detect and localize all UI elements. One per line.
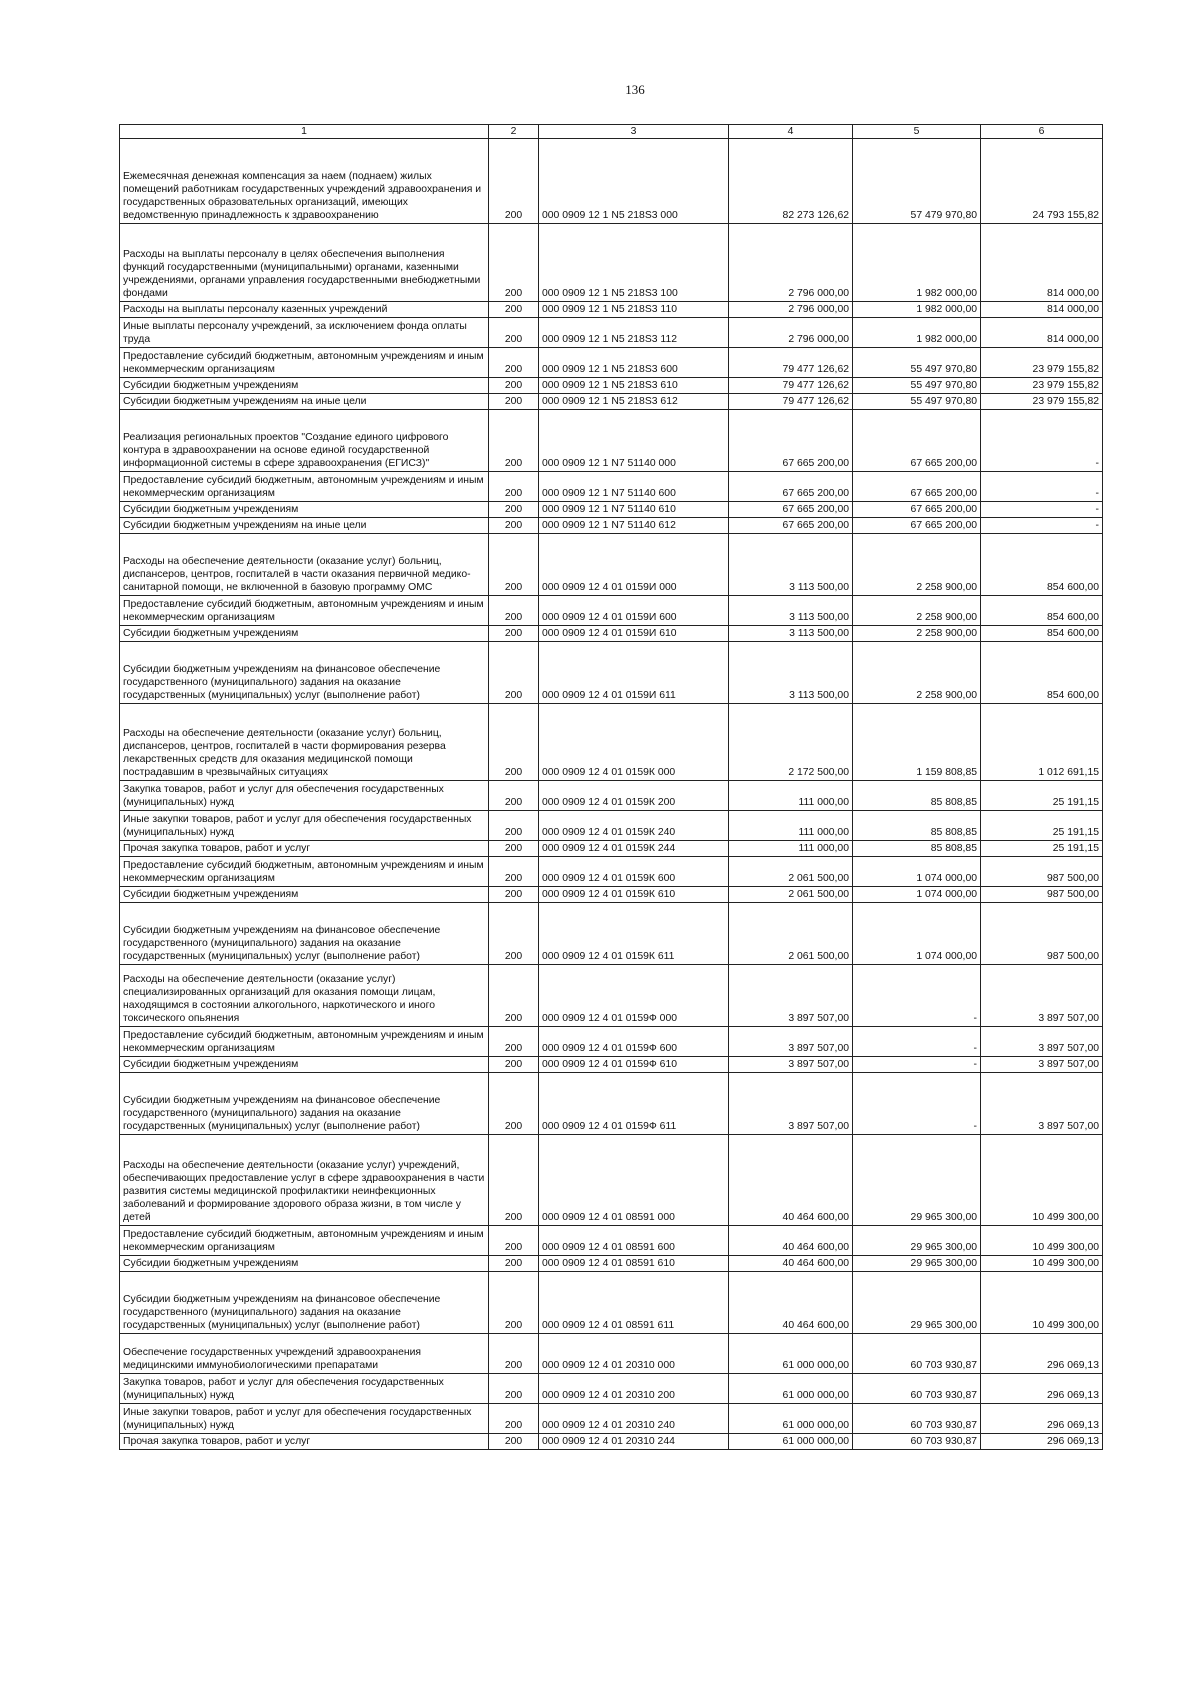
expense-name: Обеспечение государственных учреждений здравоохранения медицинскими иммунобиологическими препаратами <box>120 1334 489 1374</box>
expense-name: Прочая закупка товаров, работ и услуг <box>120 1434 489 1450</box>
amount-col5: - <box>853 1057 981 1073</box>
amount-col5: 55 497 970,80 <box>853 348 981 378</box>
budget-code: 000 0909 12 1 N5 218S3 610 <box>539 378 729 394</box>
amount-col5: 67 665 200,00 <box>853 410 981 472</box>
expense-name: Субсидии бюджетным учреждениям <box>120 887 489 903</box>
table-row <box>120 1404 1103 1434</box>
table-row <box>120 1374 1103 1404</box>
amount-col6: 296 069,13 <box>981 1334 1103 1374</box>
budget-code: 000 0909 12 1 N7 51140 610 <box>539 502 729 518</box>
amount-col6: 296 069,13 <box>981 1374 1103 1404</box>
amount-col6: 10 499 300,00 <box>981 1256 1103 1272</box>
admin-code: 200 <box>489 534 539 596</box>
budget-code: 000 0909 12 1 N5 218S3 112 <box>539 318 729 348</box>
admin-code: 200 <box>489 1256 539 1272</box>
amount-col6: - <box>981 518 1103 534</box>
column-header: 1 <box>120 125 489 139</box>
amount-col6: - <box>981 410 1103 472</box>
budget-code: 000 0909 12 4 01 0159К 200 <box>539 781 729 811</box>
budget-code: 000 0909 12 4 01 08591 000 <box>539 1135 729 1226</box>
table-row <box>120 841 1103 857</box>
budget-code: 000 0909 12 4 01 08591 611 <box>539 1272 729 1334</box>
table-row <box>120 378 1103 394</box>
admin-code: 200 <box>489 626 539 642</box>
amount-col4: 79 477 126,62 <box>729 348 853 378</box>
amount-col4: 2 061 500,00 <box>729 887 853 903</box>
amount-col5: 2 258 900,00 <box>853 596 981 626</box>
admin-code: 200 <box>489 781 539 811</box>
admin-code: 200 <box>489 224 539 302</box>
amount-col5: 55 497 970,80 <box>853 394 981 410</box>
admin-code: 200 <box>489 596 539 626</box>
budget-code: 000 0909 12 4 01 0159К 610 <box>539 887 729 903</box>
budget-code: 000 0909 12 1 N5 218S3 000 <box>539 139 729 224</box>
expense-name: Субсидии бюджетным учреждениям на иные цели <box>120 518 489 534</box>
admin-code: 200 <box>489 302 539 318</box>
admin-code: 200 <box>489 1057 539 1073</box>
amount-col5: 67 665 200,00 <box>853 472 981 502</box>
expense-name: Предоставление субсидий бюджетным, автономным учреждениям и иным некоммерческим организациям <box>120 472 489 502</box>
expense-name: Расходы на обеспечение деятельности (оказание услуг) больниц, диспансеров, центров, госпиталей в части формирования резерва лекарственных средств для оказания медицинской помощи пострадавшим в чрезвычайных ситуациях <box>120 704 489 781</box>
amount-col6: 296 069,13 <box>981 1434 1103 1450</box>
amount-col4: 3 113 500,00 <box>729 642 853 704</box>
table-row <box>120 1073 1103 1135</box>
amount-col6: 24 793 155,82 <box>981 139 1103 224</box>
budget-code: 000 0909 12 4 01 0159К 600 <box>539 857 729 887</box>
amount-col4: 2 061 500,00 <box>729 903 853 965</box>
amount-col4: 40 464 600,00 <box>729 1256 853 1272</box>
budget-code: 000 0909 12 4 01 0159Ф 610 <box>539 1057 729 1073</box>
expense-name: Предоставление субсидий бюджетным, автономным учреждениям и иным некоммерческим организациям <box>120 1027 489 1057</box>
amount-col5: 2 258 900,00 <box>853 626 981 642</box>
budget-code: 000 0909 12 4 01 0159Ф 611 <box>539 1073 729 1135</box>
amount-col6: - <box>981 472 1103 502</box>
amount-col5: 60 703 930,87 <box>853 1334 981 1374</box>
table-row <box>120 1135 1103 1226</box>
budget-code: 000 0909 12 1 N7 51140 600 <box>539 472 729 502</box>
table-row <box>120 965 1103 1027</box>
expense-name: Ежемесячная денежная компенсация за наем (поднаем) жилых помещений работникам государственных учреждений здравоохранения и государственных образовательных организаций, имеющих ведомственную принадлежность к здравоохранению <box>120 139 489 224</box>
amount-col4: 3 897 507,00 <box>729 1073 853 1135</box>
table-row <box>120 472 1103 502</box>
table-header-row <box>120 125 1103 139</box>
amount-col4: 2 796 000,00 <box>729 302 853 318</box>
amount-col6: 814 000,00 <box>981 318 1103 348</box>
expense-name: Субсидии бюджетным учреждениям <box>120 1256 489 1272</box>
amount-col4: 79 477 126,62 <box>729 394 853 410</box>
table-row <box>120 903 1103 965</box>
expense-name: Предоставление субсидий бюджетным, автономным учреждениям и иным некоммерческим организациям <box>120 1226 489 1256</box>
budget-code: 000 0909 12 4 01 0159И 600 <box>539 596 729 626</box>
admin-code: 200 <box>489 1374 539 1404</box>
amount-col5: - <box>853 965 981 1027</box>
amount-col5: 55 497 970,80 <box>853 378 981 394</box>
admin-code: 200 <box>489 472 539 502</box>
table-row <box>120 1027 1103 1057</box>
admin-code: 200 <box>489 1404 539 1434</box>
amount-col5: 29 965 300,00 <box>853 1256 981 1272</box>
amount-col5: 67 665 200,00 <box>853 502 981 518</box>
amount-col4: 111 000,00 <box>729 811 853 841</box>
amount-col6: 296 069,13 <box>981 1404 1103 1434</box>
column-header: 2 <box>489 125 539 139</box>
table-row <box>120 781 1103 811</box>
table-row <box>120 1226 1103 1256</box>
table-row <box>120 1057 1103 1073</box>
amount-col4: 111 000,00 <box>729 841 853 857</box>
amount-col5: 2 258 900,00 <box>853 642 981 704</box>
budget-code: 000 0909 12 4 01 0159И 611 <box>539 642 729 704</box>
table-row <box>120 887 1103 903</box>
table-row <box>120 1256 1103 1272</box>
table-row <box>120 642 1103 704</box>
amount-col5: 60 703 930,87 <box>853 1434 981 1450</box>
amount-col5: 2 258 900,00 <box>853 534 981 596</box>
amount-col4: 40 464 600,00 <box>729 1226 853 1256</box>
expense-name: Иные закупки товаров, работ и услуг для обеспечения государственных (муниципальных) нужд <box>120 811 489 841</box>
page-number: 136 <box>625 82 645 97</box>
table-row <box>120 1334 1103 1374</box>
amount-col5: 29 965 300,00 <box>853 1135 981 1226</box>
admin-code: 200 <box>489 1073 539 1135</box>
admin-code: 200 <box>489 903 539 965</box>
amount-col6: 25 191,15 <box>981 781 1103 811</box>
expense-name: Субсидии бюджетным учреждениям на иные цели <box>120 394 489 410</box>
amount-col4: 2 061 500,00 <box>729 857 853 887</box>
budget-code: 000 0909 12 4 01 0159И 000 <box>539 534 729 596</box>
expense-name: Прочая закупка товаров, работ и услуг <box>120 841 489 857</box>
admin-code: 200 <box>489 857 539 887</box>
amount-col6: 987 500,00 <box>981 857 1103 887</box>
expense-name: Расходы на обеспечение деятельности (оказание услуг) специализированных организаций для оказания помощи лицам, находящимся в состоянии алкогольного, наркотического и иного токсического опьянения <box>120 965 489 1027</box>
table-row <box>120 596 1103 626</box>
column-header: 5 <box>853 125 981 139</box>
expense-name: Расходы на выплаты персоналу казенных учреждений <box>120 302 489 318</box>
budget-code: 000 0909 12 4 01 0159Ф 600 <box>539 1027 729 1057</box>
admin-code: 200 <box>489 378 539 394</box>
amount-col4: 79 477 126,62 <box>729 378 853 394</box>
budget-code: 000 0909 12 4 01 0159К 240 <box>539 811 729 841</box>
amount-col5: 60 703 930,87 <box>853 1374 981 1404</box>
table-row <box>120 224 1103 302</box>
table-row <box>120 857 1103 887</box>
amount-col6: 25 191,15 <box>981 811 1103 841</box>
admin-code: 200 <box>489 394 539 410</box>
table-row <box>120 1434 1103 1450</box>
amount-col6: - <box>981 502 1103 518</box>
amount-col5: 1 982 000,00 <box>853 318 981 348</box>
amount-col6: 23 979 155,82 <box>981 394 1103 410</box>
admin-code: 200 <box>489 887 539 903</box>
amount-col6: 814 000,00 <box>981 302 1103 318</box>
budget-code: 000 0909 12 1 N5 218S3 110 <box>539 302 729 318</box>
amount-col6: 854 600,00 <box>981 596 1103 626</box>
expense-name: Расходы на обеспечение деятельности (оказание услуг) больниц, диспансеров, центров, госпиталей в части оказания первичной медико-санитарной помощи, не включенной в базовую программу ОМС <box>120 534 489 596</box>
amount-col4: 2 796 000,00 <box>729 224 853 302</box>
amount-col4: 67 665 200,00 <box>729 410 853 472</box>
amount-col6: 854 600,00 <box>981 626 1103 642</box>
amount-col6: 3 897 507,00 <box>981 1027 1103 1057</box>
amount-col5: 1 074 000,00 <box>853 857 981 887</box>
amount-col4: 67 665 200,00 <box>729 518 853 534</box>
amount-col6: 1 012 691,15 <box>981 704 1103 781</box>
admin-code: 200 <box>489 841 539 857</box>
admin-code: 200 <box>489 1027 539 1057</box>
budget-code: 000 0909 12 4 01 20310 244 <box>539 1434 729 1450</box>
amount-col4: 67 665 200,00 <box>729 472 853 502</box>
amount-col4: 3 113 500,00 <box>729 626 853 642</box>
amount-col4: 61 000 000,00 <box>729 1334 853 1374</box>
admin-code: 200 <box>489 348 539 378</box>
budget-code: 000 0909 12 4 01 20310 200 <box>539 1374 729 1404</box>
amount-col5: 1 159 808,85 <box>853 704 981 781</box>
amount-col4: 111 000,00 <box>729 781 853 811</box>
budget-code: 000 0909 12 1 N5 218S3 100 <box>539 224 729 302</box>
expense-name: Закупка товаров, работ и услуг для обеспечения государственных (муниципальных) нужд <box>120 781 489 811</box>
expense-name: Субсидии бюджетным учреждениям <box>120 1057 489 1073</box>
amount-col6: 23 979 155,82 <box>981 378 1103 394</box>
amount-col6: 3 897 507,00 <box>981 1057 1103 1073</box>
amount-col6: 10 499 300,00 <box>981 1226 1103 1256</box>
budget-code: 000 0909 12 4 01 20310 000 <box>539 1334 729 1374</box>
budget-code: 000 0909 12 1 N7 51140 000 <box>539 410 729 472</box>
expense-name: Предоставление субсидий бюджетным, автономным учреждениям и иным некоммерческим организациям <box>120 857 489 887</box>
admin-code: 200 <box>489 642 539 704</box>
budget-code: 000 0909 12 1 N7 51140 612 <box>539 518 729 534</box>
expense-name: Субсидии бюджетным учреждениям на финансовое обеспечение государственного (муниципального) задания на оказание государственных (муниципальных) услуг (выполнение работ) <box>120 1272 489 1334</box>
admin-code: 200 <box>489 811 539 841</box>
expense-name: Субсидии бюджетным учреждениям на финансовое обеспечение государственного (муниципального) задания на оказание государственных (муниципальных) услуг (выполнение работ) <box>120 642 489 704</box>
amount-col6: 10 499 300,00 <box>981 1135 1103 1226</box>
expense-name: Расходы на выплаты персоналу в целях обеспечения выполнения функций государственными (муниципальными) органами, казенными учреждениями, органами управления государственными внебюджетными фондами <box>120 224 489 302</box>
amount-col6: 25 191,15 <box>981 841 1103 857</box>
amount-col6: 987 500,00 <box>981 903 1103 965</box>
amount-col4: 40 464 600,00 <box>729 1272 853 1334</box>
amount-col5: 29 965 300,00 <box>853 1226 981 1256</box>
admin-code: 200 <box>489 704 539 781</box>
budget-code: 000 0909 12 4 01 08591 600 <box>539 1226 729 1256</box>
amount-col4: 2 796 000,00 <box>729 318 853 348</box>
amount-col5: 85 808,85 <box>853 811 981 841</box>
table-row <box>120 518 1103 534</box>
admin-code: 200 <box>489 139 539 224</box>
budget-code: 000 0909 12 4 01 08591 610 <box>539 1256 729 1272</box>
amount-col4: 3 897 507,00 <box>729 1057 853 1073</box>
budget-code: 000 0909 12 1 N5 218S3 600 <box>539 348 729 378</box>
amount-col6: 854 600,00 <box>981 642 1103 704</box>
expense-name: Иные закупки товаров, работ и услуг для обеспечения государственных (муниципальных) нужд <box>120 1404 489 1434</box>
admin-code: 200 <box>489 965 539 1027</box>
amount-col5: - <box>853 1073 981 1135</box>
amount-col6: 3 897 507,00 <box>981 965 1103 1027</box>
amount-col6: 10 499 300,00 <box>981 1272 1103 1334</box>
amount-col6: 23 979 155,82 <box>981 348 1103 378</box>
table-row <box>120 534 1103 596</box>
table-row <box>120 394 1103 410</box>
table-row <box>120 626 1103 642</box>
expense-name: Закупка товаров, работ и услуг для обеспечения государственных (муниципальных) нужд <box>120 1374 489 1404</box>
amount-col5: 57 479 970,80 <box>853 139 981 224</box>
amount-col5: 1 074 000,00 <box>853 887 981 903</box>
amount-col6: 987 500,00 <box>981 887 1103 903</box>
amount-col5: - <box>853 1027 981 1057</box>
admin-code: 200 <box>489 518 539 534</box>
budget-table <box>119 124 1103 1450</box>
table-row <box>120 410 1103 472</box>
amount-col5: 29 965 300,00 <box>853 1272 981 1334</box>
amount-col5: 1 982 000,00 <box>853 302 981 318</box>
budget-code: 000 0909 12 4 01 0159И 610 <box>539 626 729 642</box>
table-row <box>120 302 1103 318</box>
column-header: 6 <box>981 125 1103 139</box>
amount-col6: 3 897 507,00 <box>981 1073 1103 1135</box>
amount-col5: 67 665 200,00 <box>853 518 981 534</box>
amount-col5: 85 808,85 <box>853 841 981 857</box>
table-row <box>120 502 1103 518</box>
table-row <box>120 811 1103 841</box>
admin-code: 200 <box>489 318 539 348</box>
budget-code: 000 0909 12 4 01 20310 240 <box>539 1404 729 1434</box>
admin-code: 200 <box>489 1434 539 1450</box>
budget-code: 000 0909 12 4 01 0159К 000 <box>539 704 729 781</box>
budget-code: 000 0909 12 4 01 0159Ф 000 <box>539 965 729 1027</box>
amount-col6: 854 600,00 <box>981 534 1103 596</box>
amount-col4: 3 113 500,00 <box>729 534 853 596</box>
amount-col5: 85 808,85 <box>853 781 981 811</box>
amount-col5: 60 703 930,87 <box>853 1404 981 1434</box>
table-row <box>120 348 1103 378</box>
expense-name: Субсидии бюджетным учреждениям <box>120 378 489 394</box>
table-row <box>120 704 1103 781</box>
expense-name: Реализация региональных проектов "Создание единого цифрового контура в здравоохранении на основе единой государственной информационной системы в сфере здравоохранения (ЕГИСЗ)" <box>120 410 489 472</box>
budget-code: 000 0909 12 4 01 0159К 244 <box>539 841 729 857</box>
expense-name: Субсидии бюджетным учреждениям <box>120 626 489 642</box>
amount-col4: 82 273 126,62 <box>729 139 853 224</box>
expense-name: Иные выплаты персоналу учреждений, за исключением фонда оплаты труда <box>120 318 489 348</box>
amount-col4: 3 897 507,00 <box>729 1027 853 1057</box>
admin-code: 200 <box>489 410 539 472</box>
amount-col4: 67 665 200,00 <box>729 502 853 518</box>
expense-name: Субсидии бюджетным учреждениям <box>120 502 489 518</box>
expense-name: Субсидии бюджетным учреждениям на финансовое обеспечение государственного (муниципального) задания на оказание государственных (муниципальных) услуг (выполнение работ) <box>120 1073 489 1135</box>
amount-col4: 61 000 000,00 <box>729 1374 853 1404</box>
admin-code: 200 <box>489 1334 539 1374</box>
amount-col5: 1 074 000,00 <box>853 903 981 965</box>
amount-col4: 2 172 500,00 <box>729 704 853 781</box>
column-header: 4 <box>729 125 853 139</box>
expense-name: Предоставление субсидий бюджетным, автономным учреждениям и иным некоммерческим организациям <box>120 596 489 626</box>
admin-code: 200 <box>489 1135 539 1226</box>
budget-code: 000 0909 12 1 N5 218S3 612 <box>539 394 729 410</box>
expense-name: Предоставление субсидий бюджетным, автономным учреждениям и иным некоммерческим организациям <box>120 348 489 378</box>
table-row <box>120 1272 1103 1334</box>
amount-col4: 61 000 000,00 <box>729 1404 853 1434</box>
amount-col4: 3 897 507,00 <box>729 965 853 1027</box>
amount-col4: 40 464 600,00 <box>729 1135 853 1226</box>
table-row <box>120 139 1103 224</box>
admin-code: 200 <box>489 502 539 518</box>
amount-col4: 3 113 500,00 <box>729 596 853 626</box>
admin-code: 200 <box>489 1226 539 1256</box>
expense-name: Расходы на обеспечение деятельности (оказание услуг) учреждений, обеспечивающих предоставление услуг в сфере здравоохранения в части развития системы медицинской профилактики неинфекционных заболеваний и формирование здорового образа жизни, в том числе у детей <box>120 1135 489 1226</box>
table-row <box>120 318 1103 348</box>
admin-code: 200 <box>489 1272 539 1334</box>
amount-col6: 814 000,00 <box>981 224 1103 302</box>
amount-col5: 1 982 000,00 <box>853 224 981 302</box>
budget-code: 000 0909 12 4 01 0159К 611 <box>539 903 729 965</box>
expense-name: Субсидии бюджетным учреждениям на финансовое обеспечение государственного (муниципального) задания на оказание государственных (муниципальных) услуг (выполнение работ) <box>120 903 489 965</box>
amount-col4: 61 000 000,00 <box>729 1434 853 1450</box>
column-header: 3 <box>539 125 729 139</box>
